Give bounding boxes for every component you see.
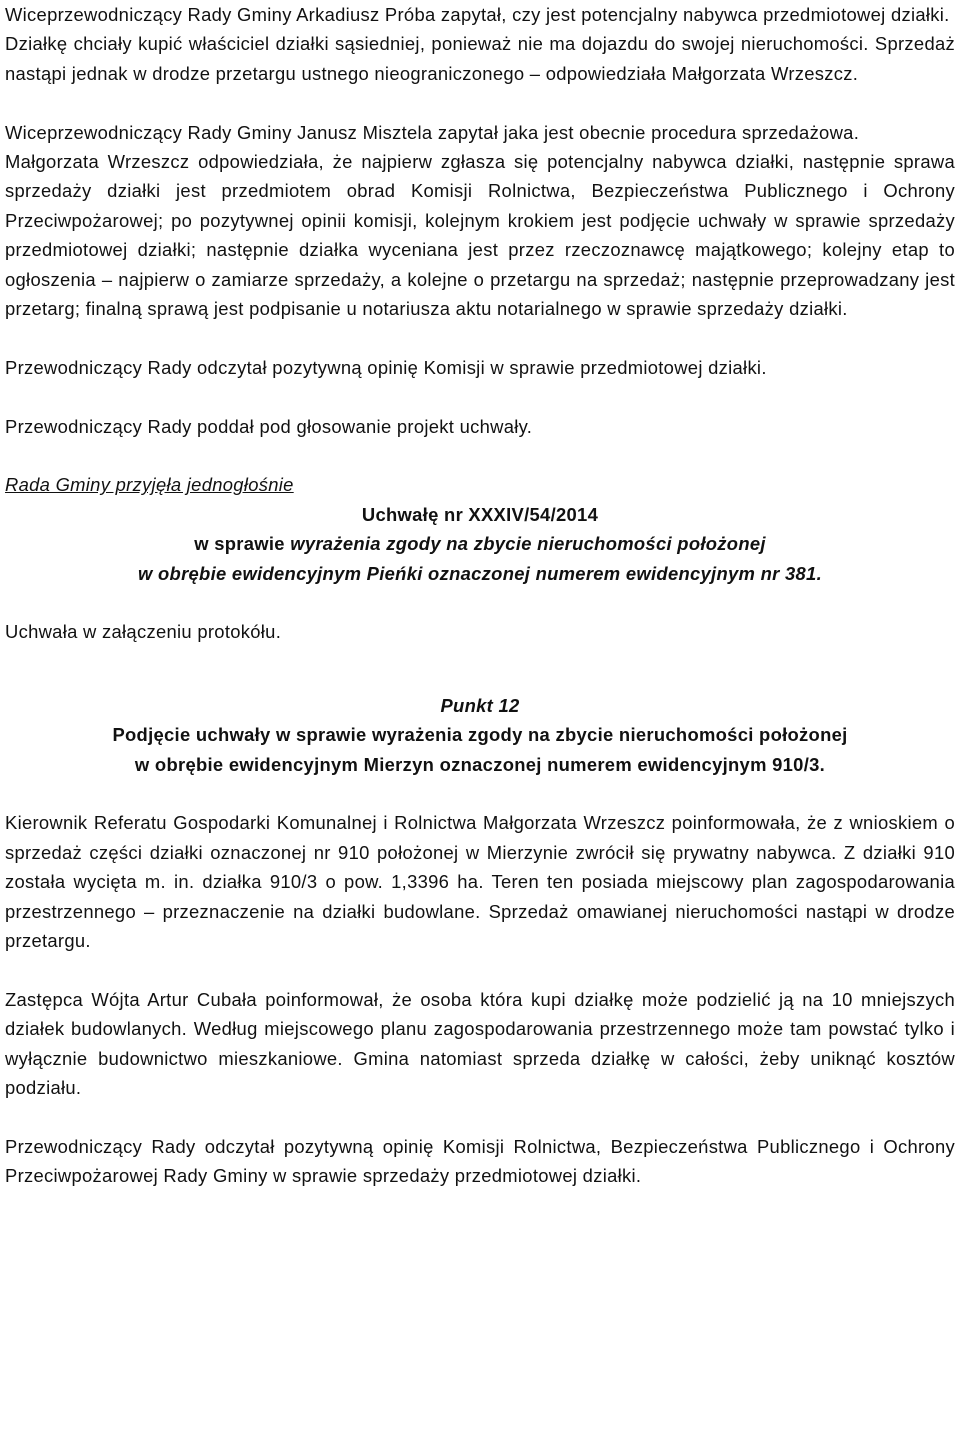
resolution-location-line: w obrębie ewidencyjnym Pieńki oznaczonej numerem ewidencyjnym nr 381. bbox=[137, 562, 822, 584]
paragraph-deputy-info: Zastępca Wójta Artur Cubała poinformował, że osoba która kupi działkę może podzielić ją na 10 mniejszych działek budowlanych. Według miejscowego planu zagospodarowania przestrzennego może tam powstać tylko i wyłącznie budownictwo mieszkaniowe. Gmina natomiast sprzeda działkę w całości, żeby uniknąć kosztów podziału. bbox=[5, 988, 955, 1099]
point-title-line2: w obrębie ewidencyjnym Mierzyn oznaczonej numerem ewidencyjnym 910/3. bbox=[134, 753, 826, 775]
paragraph-vote: Przewodniczący Rady poddał pod głosowanie projekt uchwały. bbox=[5, 415, 533, 437]
resolution-subject-prefix: w sprawie bbox=[194, 533, 285, 555]
paragraph-question-buyer: Wiceprzewodniczący Rady Gminy Arkadiusz Próba zapytał, czy jest potencjalny nabywca przedmiotowej działki. bbox=[5, 4, 950, 25]
paragraph-manager-info: Kierownik Referatu Gospodarki Komunalnej i Rolnictwa Małgorzata Wrzeszcz poinformowała, że z wnioskiem o sprzedaż części działki oznaczonej nr 910 położonej w Mierzynie zwrócił się prywatny nabywca. Z działki 910 została wycięta m. in. działka 910/3 o pow. 1,3396 ha. Teren ten posiada miejscowy plan zagospodarowania przestrzennego – przeznaczenie na działki budowlane. Sprzedaż omawianej nieruchomości nastąpi w drodze przetargu. bbox=[5, 812, 955, 952]
point-title-line1: Podjęcie uchwały w sprawie wyrażenia zgody na zbycie nieruchomości położonej bbox=[112, 724, 848, 746]
paragraph-council-adopted: Rada Gminy przyjęła jednogłośnie bbox=[5, 474, 294, 496]
resolution-block bbox=[5, 500, 955, 588]
paragraph-attachment: Uchwała w załączeniu protokółu. bbox=[5, 621, 282, 643]
resolution-subject-italic: wyrażenia zgody na zbycie nieruchomości położonej bbox=[290, 533, 766, 555]
resolution-subject-line bbox=[5, 529, 955, 558]
paragraph-question-procedure: Wiceprzewodniczący Rady Gminy Janusz Misztela zapytał jaka jest obecnie procedura sprzedażowa. bbox=[5, 121, 860, 143]
paragraph-procedure-answer: Małgorzata Wrzeszcz odpowiedziała, że najpierw zgłasza się potencjalny nabywca działki, następnie sprawa sprzedaży działki jest przedmiotem obrad Komisji Rolnictwa, Bezpieczeństwa Publicznego i Ochrony Przeciwpożarowej; po pozytywnej opinii komisji, kolejnym krokiem jest podjęcie uchwały w sprawie sprzedaży przedmiotowej działki; następnie działka wyceniana jest przez rzeczoznawcę majątkowego; kolejny etap to ogłoszenia – najpierw o zamiarze sprzedaży, a kolejne o przetargu na sprzedaż; następnie przeprowadzany jest przetarg; finalną sprawą jest podpisanie u notariusza aktu notarialnego w sprawie sprzedaży działki. bbox=[5, 151, 955, 320]
point-label: Punkt 12 bbox=[440, 694, 520, 716]
paragraph-answer-neighbor: Działkę chciały kupić właściciel działki sąsiedniej, ponieważ nie ma dojazdu do swojej nieruchomości. Sprzedaż nastąpi jednak w drodze przetargu ustnego nieograniczonego – odpowiedziała Małgorzata Wrzeszcz. bbox=[5, 33, 955, 84]
point-heading-block bbox=[5, 691, 955, 779]
paragraph-commission-opinion: Przewodniczący Rady odczytał pozytywną opinię Komisji w sprawie przedmiotowej działki. bbox=[5, 356, 767, 378]
paragraph-final-opinion: Przewodniczący Rady odczytał pozytywną opinię Komisji Rolnictwa, Bezpieczeństwa Publicznego i Ochrony Przeciwpożarowej Rady Gminy w sprawie sprzedaży przedmiotowej działki. bbox=[5, 1135, 955, 1187]
resolution-title: Uchwałę nr XXXIV/54/2014 bbox=[361, 503, 599, 525]
